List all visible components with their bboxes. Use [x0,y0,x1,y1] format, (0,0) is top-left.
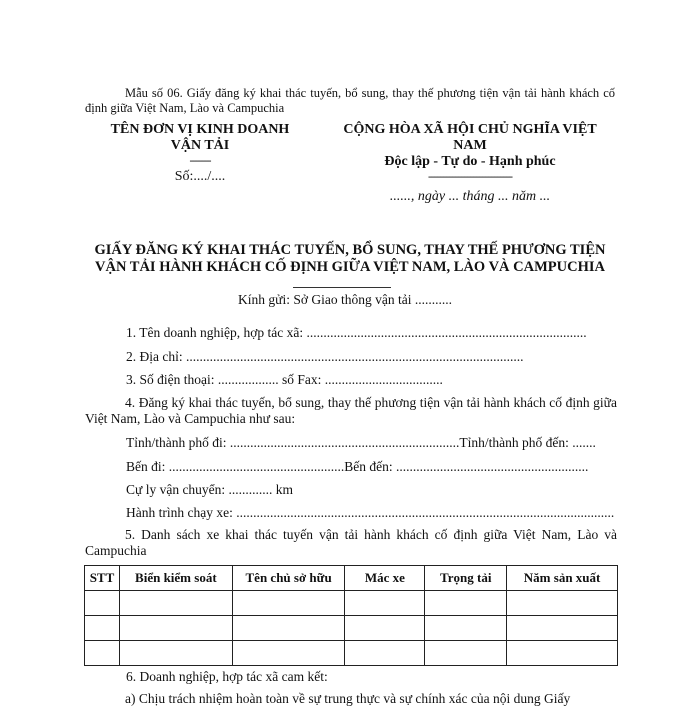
table-cell [345,641,425,666]
motto: Độc lập - Tự do - Hạnh phúc [384,154,556,169]
distance-line: Cự ly vận chuyển: ............. km [126,482,294,497]
right-separator: ---------------------------- [428,169,512,183]
table-cell [507,616,618,641]
country-name-line1: CỘNG HÒA XÃ HỘI CHỦ NGHĨA VIỆT [343,122,597,137]
table-row [85,616,618,641]
table-cell [232,616,345,641]
table-cell [85,591,120,616]
document-title [80,242,620,276]
title-line1: GIẤY ĐĂNG KÝ KHAI THÁC TUYẾN, BỔ SUNG, THAY THẾ PHƯƠNG TIỆN [94,242,606,258]
item-5-vehicle-list: 5. Danh sách xe khai thác tuyến vận tải hành khách cố định giữa Việt Nam, Lào và Campuchia [85,527,617,558]
date-line: ......, ngày ... tháng ... năm ... [389,189,551,204]
table-cell [425,641,507,666]
item-6-commitment: 6. Doanh nghiệp, hợp tác xã cam kết: [126,669,328,684]
header-payload: Trọng tải [425,566,507,591]
header-license-plate: Biển kiểm soát [119,566,232,591]
table-cell [425,591,507,616]
item-3-phone-fax: 3. Số điện thoại: .................. số Fax: ................................... [126,372,443,387]
table-row [85,591,618,616]
org-name-line1: TÊN ĐƠN VỊ KINH DOANH [110,122,290,137]
route-line: Hành trình chạy xe: ................................................................................................................ [126,505,615,520]
header-vehicle-make: Mác xe [345,566,425,591]
table-cell [119,591,232,616]
table-cell [232,591,345,616]
table-cell [85,641,120,666]
item-2-address: 2. Địa chỉ: .................................................................................................... [126,349,524,364]
item-1-company-name: 1. Tên doanh nghiệp, hợp tác xã: ................................................................................... [126,325,587,340]
title-underline [293,287,391,288]
table-cell [119,616,232,641]
header-owner-name: Tên chủ sở hữu [232,566,345,591]
province-line: Tỉnh/thành phố đi: ....................................................................Tỉnh/thành phố đến: ....... [126,435,596,450]
left-separator: ------- [189,153,211,167]
table-cell [507,591,618,616]
table-cell [232,641,345,666]
table-header-row [85,566,618,591]
header-manufacture-year: Năm sản xuất [507,566,618,591]
table-cell [425,616,507,641]
station-line: Bến đi: ....................................................Bến đến: ......................................................... [126,459,589,474]
recipient-line: Kính gửi: Sở Giao thông vận tải ........... [238,292,452,307]
title-line2: VẬN TẢI HÀNH KHÁCH CỐ ĐỊNH GIỮA VIỆT NAM, LÀO VÀ CAMPUCHIA [95,259,605,275]
item-6a-commitment: a) Chịu trách nhiệm hoàn toàn về sự trung thực và sự chính xác của nội dung Giấy [125,691,571,706]
table-cell [345,616,425,641]
org-name-line2: VẬN TẢI [170,138,230,153]
table-cell [345,591,425,616]
country-name-line2: NAM [453,138,487,153]
table-row [85,641,618,666]
right-header [330,122,610,205]
vehicle-table [84,565,618,666]
table-cell [85,616,120,641]
header-stt: STT [85,566,120,591]
left-header [105,122,295,185]
table-cell [507,641,618,666]
item-4-registration: 4. Đăng ký khai thác tuyến, bổ sung, thay thế phương tiện vận tải hành khách cố định giữa Việt Nam, Lào và Campuchia như sau: [85,395,617,426]
document-number: Số:..../.... [174,169,226,184]
form-note: Mẫu số 06. Giấy đăng ký khai thác tuyến, bổ sung, thay thế phương tiện vận tải hành khách cố định giữa Việt Nam, Lào và Campuchia [85,86,615,115]
table-cell [119,641,232,666]
